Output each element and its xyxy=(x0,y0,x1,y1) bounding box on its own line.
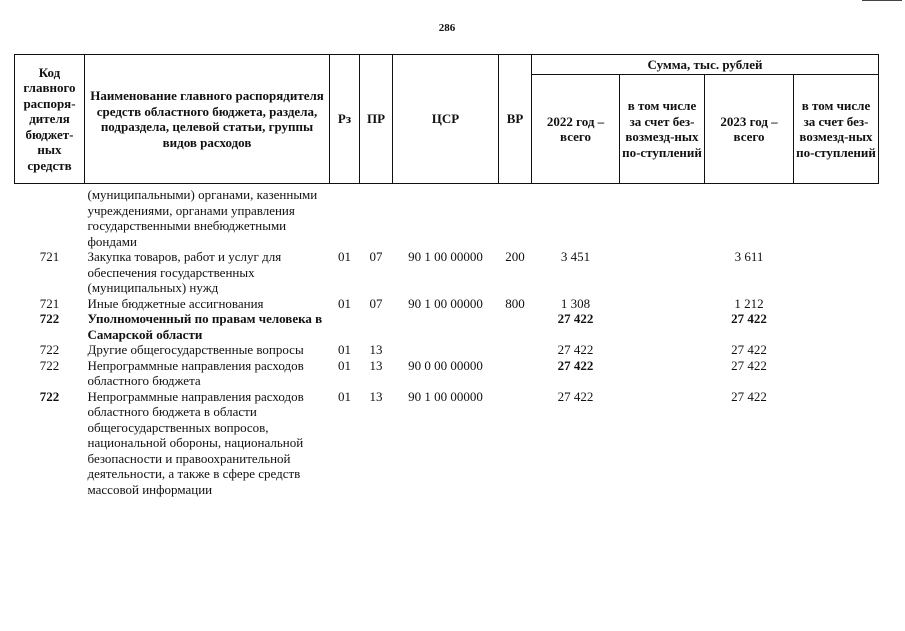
cell-pr: 07 xyxy=(369,249,383,264)
top-edge-rule xyxy=(862,0,902,1)
cell-vr xyxy=(499,358,532,389)
cell-name: Закупка товаров, работ и услуг для обеспечения государственных (муниципальных) нужд xyxy=(87,249,282,295)
cell-name: Другие общегосударственные вопросы xyxy=(87,342,304,357)
table-row xyxy=(15,342,879,358)
cell-2022-total: 27 422 xyxy=(557,388,594,404)
cell-2023-free xyxy=(794,184,879,250)
cell-2023-total: 27 422 xyxy=(731,357,767,373)
col-header-2023-free: в том числе за счет без-возмезд-ных по-ступлений xyxy=(794,75,879,184)
cell-name: Уполномоченный по правам человека в Самарской области xyxy=(87,311,323,342)
cell-csr: 90 1 00 00000 xyxy=(408,388,483,404)
cell-name: Непрограммные направления расходов областного бюджета xyxy=(87,357,304,388)
cell-2023-total: 27 422 xyxy=(731,311,767,326)
cell-2023-free xyxy=(794,342,879,358)
cell-2023-free xyxy=(794,358,879,389)
cell-2023-total: 1 212 xyxy=(734,295,764,311)
cell-vr xyxy=(499,389,532,498)
cell-2022-free xyxy=(620,296,705,312)
table-row xyxy=(15,249,879,296)
cell-2022-total: 27 422 xyxy=(557,311,594,326)
cell-2022-free xyxy=(620,249,705,296)
cell-code: 722 xyxy=(39,311,60,326)
cell-rz xyxy=(330,184,360,250)
cell-code: 721 xyxy=(39,295,60,311)
cell-pr xyxy=(360,311,393,342)
cell-csr: 90 1 00 00000 xyxy=(408,249,483,264)
col-header-code: Код главного распоря-дителя бюджет-ных средств xyxy=(15,55,85,184)
cell-2022-total: 27 422 xyxy=(557,357,594,373)
cell-2023-total: 27 422 xyxy=(731,342,767,357)
cell-pr: 13 xyxy=(369,357,383,373)
col-header-csr: ЦСР xyxy=(393,55,499,184)
cell-name: (муниципальными) органами, казенными учреждениями, органами управления государственными внебюджетными фондами xyxy=(87,187,318,249)
cell-2022-free xyxy=(620,342,705,358)
cell-2022-free xyxy=(620,184,705,250)
table-row xyxy=(15,296,879,312)
cell-2023-free xyxy=(794,311,879,342)
cell-2022-total: 1 308 xyxy=(560,295,591,311)
cell-csr xyxy=(393,311,499,342)
cell-vr: 800 xyxy=(505,295,525,311)
cell-name: Иные бюджетные ассигнования xyxy=(87,295,264,311)
cell-rz: 01 xyxy=(338,342,351,357)
col-header-name: Наименование главного распорядителя средств областного бюджета, раздела, подраздела, целевой статьи, группы видов расходов xyxy=(85,55,330,184)
col-header-rz: Рз xyxy=(330,55,360,184)
cell-2022-total xyxy=(532,184,620,250)
cell-pr: 13 xyxy=(369,388,383,404)
cell-rz: 01 xyxy=(338,388,351,404)
cell-2023-free xyxy=(794,389,879,498)
cell-vr xyxy=(499,342,532,358)
cell-2022-free xyxy=(620,358,705,389)
cell-csr xyxy=(393,184,499,250)
cell-rz: 01 xyxy=(338,249,351,264)
col-header-sum: Сумма, тыс. рублей xyxy=(532,55,879,75)
cell-vr xyxy=(499,184,532,250)
cell-2023-free xyxy=(794,249,879,296)
cell-csr: 90 1 00 00000 xyxy=(408,295,483,311)
cell-2022-free xyxy=(620,389,705,498)
col-header-2022-total: 2022 год – всего xyxy=(532,75,620,184)
cell-pr: 13 xyxy=(369,342,383,357)
table-body xyxy=(15,184,879,498)
cell-vr xyxy=(499,311,532,342)
cell-code: 722 xyxy=(39,388,60,404)
cell-pr: 07 xyxy=(369,295,383,311)
cell-rz: 01 xyxy=(338,295,351,311)
cell-rz xyxy=(330,311,360,342)
cell-code xyxy=(15,184,85,250)
table-row xyxy=(15,311,879,342)
cell-2022-free xyxy=(620,311,705,342)
cell-csr: 90 0 00 00000 xyxy=(408,357,483,373)
cell-2023-total xyxy=(705,184,794,250)
page-number: 286 xyxy=(438,22,456,34)
table-row xyxy=(15,358,879,389)
cell-2022-total: 3 451 xyxy=(560,249,591,264)
cell-csr xyxy=(393,342,499,358)
cell-rz: 01 xyxy=(338,357,351,373)
table-row xyxy=(15,389,879,498)
cell-code: 721 xyxy=(39,249,60,264)
cell-2023-total: 27 422 xyxy=(731,388,767,404)
cell-code: 722 xyxy=(39,357,60,373)
col-header-pr: ПР xyxy=(360,55,393,184)
cell-name: Непрограммные направления расходов областного бюджета в области общегосударственных вопросов, национальной обороны, национальной безопасности и правоохранительной деятельности, а также в сфере средств массовой информации xyxy=(87,388,304,497)
cell-2022-total: 27 422 xyxy=(557,342,594,357)
table-header xyxy=(15,55,879,184)
cell-pr xyxy=(360,184,393,250)
cell-vr: 200 xyxy=(505,249,525,264)
col-header-2022-free: в том числе за счет без-возмезд-ных по-ступлений xyxy=(620,75,705,184)
cell-2023-total: 3 611 xyxy=(734,249,764,264)
table-row xyxy=(15,184,879,250)
cell-2023-free xyxy=(794,296,879,312)
col-header-2023-total: 2023 год – всего xyxy=(705,75,794,184)
cell-code: 722 xyxy=(39,342,60,357)
budget-table xyxy=(14,54,879,497)
col-header-vr: ВР xyxy=(499,55,532,184)
